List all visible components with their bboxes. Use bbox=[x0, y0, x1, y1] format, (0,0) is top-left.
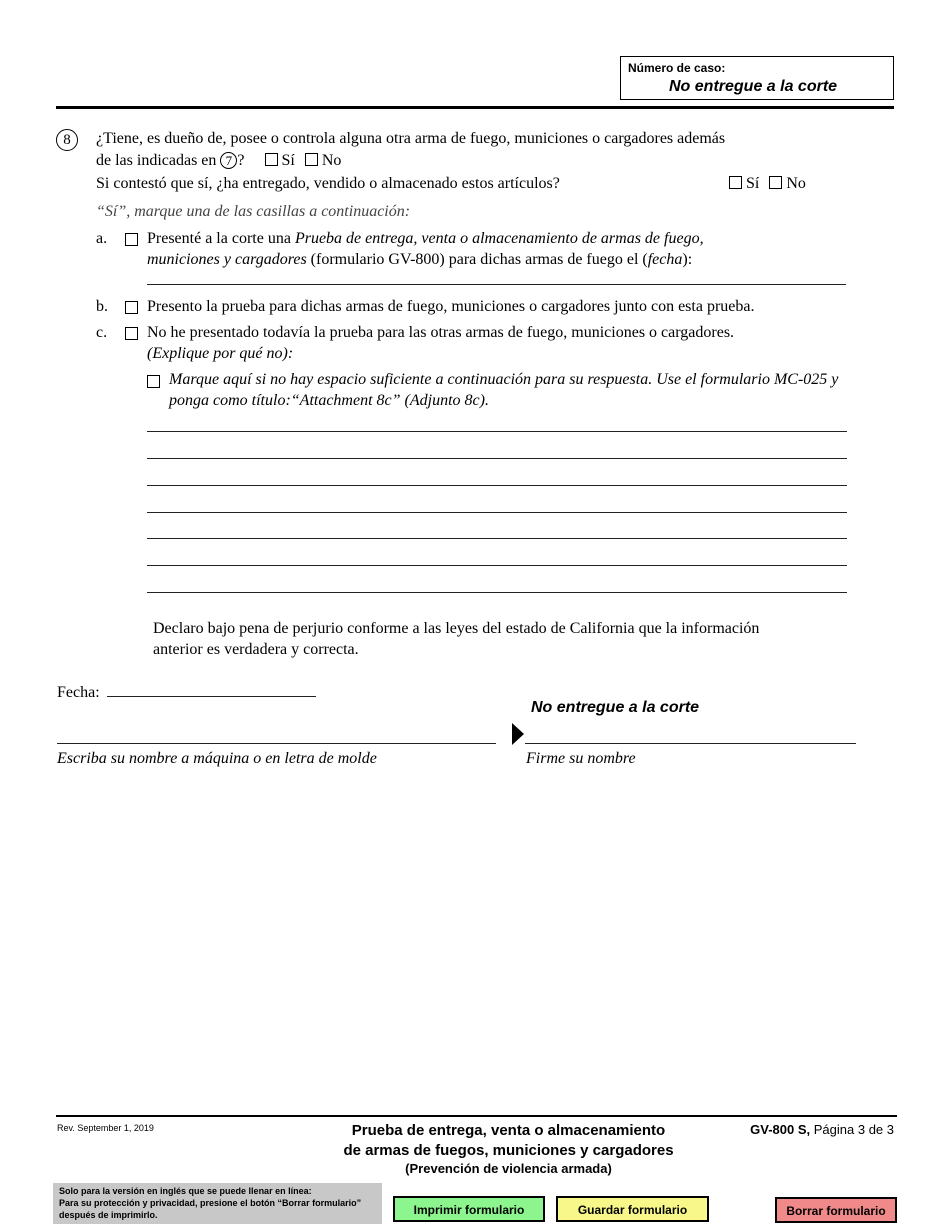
declaration-line-2: anterior es verdadera y correcta. bbox=[153, 641, 359, 658]
item-number-circle bbox=[56, 129, 78, 151]
option-a-italic-2: municiones y cargadores bbox=[147, 251, 307, 268]
notice-line-2: Para su protección y privacidad, presione el botón “Borrar formulario” bbox=[59, 1198, 362, 1208]
signature-arrow bbox=[512, 723, 524, 745]
option-b-letter: b. bbox=[96, 298, 108, 315]
option-c-checkbox[interactable] bbox=[125, 327, 138, 340]
attachment-checkbox[interactable] bbox=[147, 375, 160, 388]
attachment-line-1: Marque aquí si no hay espacio suficiente a continuación para su respuesta. Use el formulario MC-025 y bbox=[169, 371, 839, 388]
date-line[interactable] bbox=[107, 696, 316, 697]
question-1-line-1: ¿Tiene, es dueño de, posee o controla alguna otra arma de fuego, municiones o cargadores además bbox=[96, 130, 726, 147]
notice-line-3: después de imprimirlo. bbox=[59, 1210, 158, 1220]
option-a-fecha: fecha bbox=[647, 251, 683, 268]
name-caption: Escriba su nombre a máquina o en letra de molde bbox=[57, 750, 377, 767]
form-id: GV-800 S, bbox=[750, 1122, 811, 1137]
q2-no-label: No bbox=[786, 175, 806, 192]
option-b-checkbox[interactable] bbox=[125, 301, 138, 314]
q1-qmark: ? bbox=[237, 152, 245, 169]
q1-no-label: No bbox=[321, 152, 342, 169]
revision-date: Rev. September 1, 2019 bbox=[57, 1123, 154, 1133]
answer-line[interactable] bbox=[147, 485, 847, 486]
q1-yes-checkbox[interactable] bbox=[265, 153, 278, 166]
question-2-options bbox=[729, 175, 806, 193]
instruction: “Sí”, marque una de las casillas a continuación: bbox=[96, 203, 411, 220]
footer-title-line-3: (Prevención de violencia armada) bbox=[405, 1161, 612, 1176]
q2-no-checkbox[interactable] bbox=[769, 176, 782, 189]
case-number-box bbox=[620, 56, 894, 100]
question-2: Si contestó que sí, ¿ha entregado, vendido o almacenado estos artículos? bbox=[96, 175, 560, 192]
item-ref: 7 bbox=[225, 153, 233, 168]
option-a-text-2: (formulario GV-800) para dichas armas de fuego el ( bbox=[310, 251, 648, 268]
footer-rule bbox=[56, 1115, 897, 1117]
option-c-text: No he presentado todavía la prueba para las otras armas de fuego, municiones o cargadores. bbox=[147, 324, 735, 341]
option-a-date-line[interactable] bbox=[147, 284, 846, 285]
print-form-button[interactable]: Imprimir formulario bbox=[393, 1196, 545, 1222]
form-page-info bbox=[700, 1122, 894, 1137]
case-number-label: Número de caso: bbox=[628, 61, 726, 75]
name-line[interactable] bbox=[57, 743, 496, 744]
q2-yes-label: Sí bbox=[746, 175, 760, 192]
q2-yes-checkbox[interactable] bbox=[729, 176, 742, 189]
header-rule bbox=[56, 106, 894, 109]
answer-line[interactable] bbox=[147, 592, 847, 593]
item-number: 8 bbox=[63, 132, 71, 148]
case-number-value: No entregue a la corte bbox=[669, 78, 838, 95]
sign-caption: Firme su nombre bbox=[526, 750, 636, 767]
option-b-text: Presento la prueba para dichas armas de fuego, municiones o cargadores junto con esta prueba. bbox=[147, 298, 755, 315]
q1-yes-label: Sí bbox=[281, 152, 295, 169]
save-form-button[interactable]: Guardar formulario bbox=[556, 1196, 709, 1222]
question-1-line-2 bbox=[96, 152, 341, 170]
option-a-italic-1: Prueba de entrega, venta o almacenamiento de armas de fuego, bbox=[294, 230, 704, 247]
page-number: Página 3 de 3 bbox=[813, 1122, 894, 1137]
attachment-line-2: ponga como título:“Attachment 8c” (Adjunto 8c). bbox=[169, 392, 489, 409]
option-c-explain: (Explique por qué no): bbox=[147, 345, 294, 362]
item-ref-circle bbox=[220, 152, 237, 169]
notice-line-1: Solo para la versión en inglés que se puede llenar en línea: bbox=[59, 1186, 312, 1196]
q1-text: de las indicadas en bbox=[96, 152, 217, 169]
signature-line[interactable] bbox=[525, 743, 856, 744]
answer-line[interactable] bbox=[147, 431, 847, 432]
option-c-letter: c. bbox=[96, 324, 108, 341]
option-a-checkbox[interactable] bbox=[125, 233, 138, 246]
answer-line[interactable] bbox=[147, 565, 847, 566]
option-a-text-3: ): bbox=[682, 251, 693, 268]
footer-title-line-2: de armas de fuegos, municiones y cargadores bbox=[343, 1142, 674, 1159]
option-a-letter: a. bbox=[96, 230, 108, 247]
option-a-line-2 bbox=[147, 251, 692, 269]
clear-form-button[interactable]: Borrar formulario bbox=[775, 1197, 897, 1223]
option-a-text-1: Presenté a la corte una bbox=[147, 230, 291, 247]
do-not-deliver-label: No entregue a la corte bbox=[531, 699, 700, 716]
answer-line[interactable] bbox=[147, 538, 847, 539]
notice-box bbox=[53, 1183, 382, 1224]
footer-title bbox=[300, 1121, 717, 1177]
answer-line[interactable] bbox=[147, 512, 847, 513]
declaration-line-1: Declaro bajo pena de perjurio conforme a las leyes del estado de California que la información bbox=[153, 620, 760, 637]
option-a-line-1 bbox=[147, 230, 704, 248]
footer-title-line-1: Prueba de entrega, venta o almacenamiento bbox=[351, 1122, 666, 1139]
date-label: Fecha: bbox=[57, 684, 100, 701]
q1-no-checkbox[interactable] bbox=[305, 153, 318, 166]
answer-line[interactable] bbox=[147, 458, 847, 459]
